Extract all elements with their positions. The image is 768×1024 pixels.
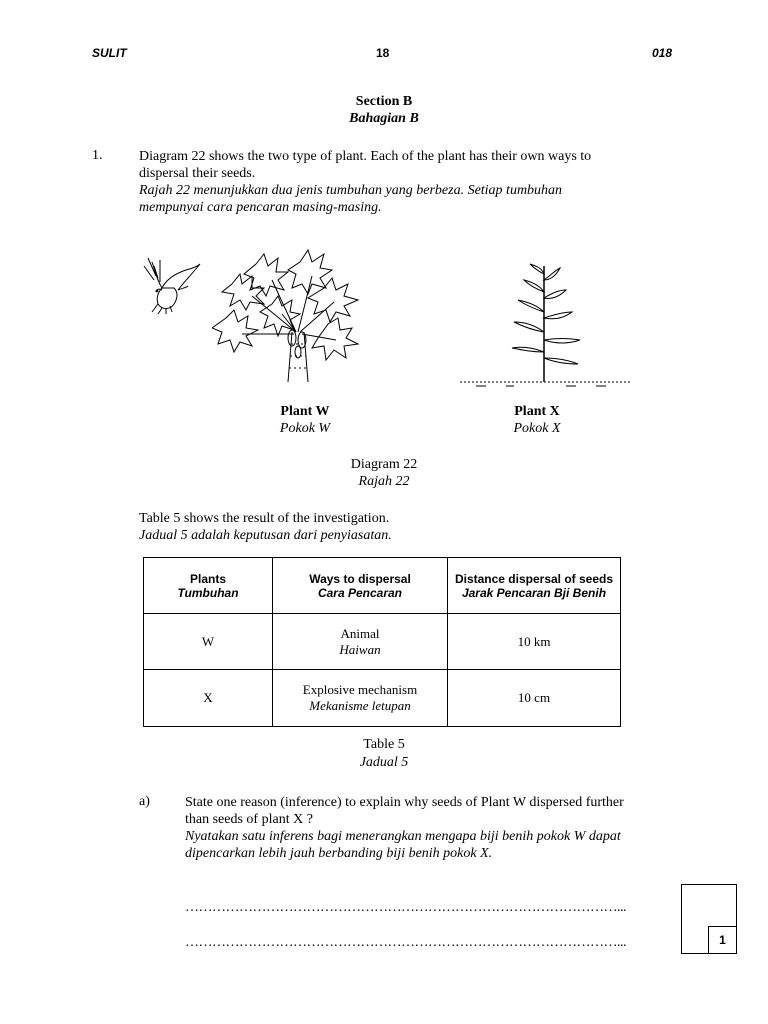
plant-x-illustration [456, 260, 636, 388]
diagram-caption-ms: Rajah 22 [358, 474, 410, 489]
table-cell-distance: 10 cm [448, 670, 621, 727]
diagram-caption: Diagram 22 [350, 457, 418, 472]
part-a-line-1: State one reason (inference) to explain why seeds of Plant W dispersed further [185, 795, 624, 810]
plant-x-label: Plant X [514, 404, 560, 419]
table-caption-ms: Jadual 5 [359, 755, 409, 770]
table-header-row [144, 558, 621, 614]
section-title: Section B [355, 94, 413, 109]
question-line-1: Diagram 22 shows the two type of plant. Each of the plant has their own ways to [139, 149, 592, 164]
table-cell-way: Animal Haiwan [273, 614, 448, 670]
table-header-distance: Distance dispersal of seeds Jarak Pencaran Bji Benih [448, 558, 621, 614]
table-header-plants: Plants Tumbuhan [144, 558, 273, 614]
answer-line-1[interactable]: ……………………………………………………………………………………... [185, 900, 626, 915]
table-intro [139, 510, 392, 544]
plant-w-label-ms: Pokok W [279, 421, 331, 436]
section-title-ms: Bahagian B [349, 111, 419, 126]
part-a-line-2: than seeds of plant X ? [185, 812, 313, 827]
part-a-label: a) [139, 794, 150, 809]
table-row [144, 670, 621, 727]
table-cell-plant: W [144, 614, 273, 670]
bird-illustration [140, 252, 202, 316]
table-intro-line-1: Table 5 shows the result of the investigation. [139, 511, 390, 526]
table-cell-way: Explosive mechanism Mekanisme letupan [273, 670, 448, 727]
table-header-ways: Ways to dispersal Cara Pencaran [273, 558, 448, 614]
results-table [143, 557, 621, 727]
answer-line-2[interactable]: ……………………………………………………………………………………... [185, 935, 626, 950]
question-line-4-ms: mempunyai cara pencaran masing-masing. [139, 200, 382, 215]
question-line-2: dispersal their seeds. [139, 166, 256, 181]
plant-x-label-ms: Pokok X [513, 421, 561, 436]
part-a-line-3-ms: Nyatakan satu inferens bagi menerangkan mengapa biji benih pokok W dapat [185, 829, 621, 844]
part-a-line-4-ms: dipencarkan lebih jauh berbanding biji benih pokok X. [185, 846, 493, 861]
plant-w-illustration [212, 244, 372, 384]
paper-code: 018 [652, 46, 673, 60]
header-confidential: SULIT [92, 46, 127, 60]
table-intro-line-2-ms: Jadual 5 adalah keputusan dari penyiasatan. [139, 528, 392, 543]
part-a-text [185, 794, 685, 862]
table-cell-plant: X [144, 670, 273, 727]
table-caption: Table 5 [363, 737, 405, 752]
question-number: 1. [92, 148, 103, 163]
plant-w-label: Plant W [280, 404, 330, 419]
plant-w-caption [255, 403, 355, 437]
table-cell-distance: 10 km [448, 614, 621, 670]
question-line-3-ms: Rajah 22 menunjukkan dua jenis tumbuhan yang berbeza. Setiap tumbuhan [139, 183, 563, 198]
plant-x-caption [487, 403, 587, 437]
marks-value: 1 [708, 926, 737, 954]
question-text [139, 148, 659, 216]
table-row [144, 614, 621, 670]
page-number: 18 [376, 46, 390, 60]
